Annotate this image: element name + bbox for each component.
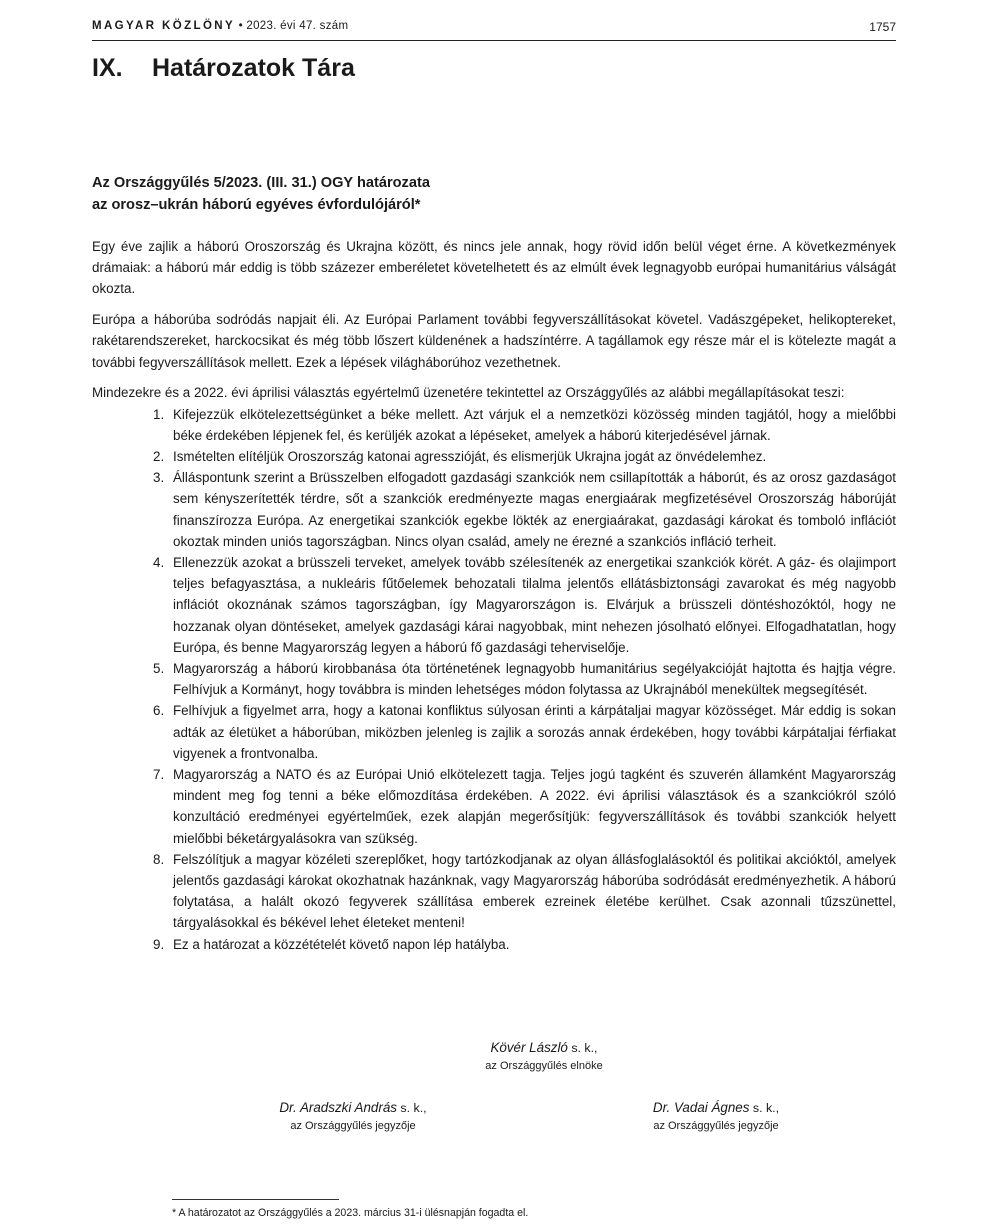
- signature-speaker: [394, 1040, 694, 1072]
- item-text: Álláspontunk szerint a Brüsszelben elfogadott gazdasági szankciók nem csillapították a háborút, és az orosz gazdaságot sem kényszerítették térdre, sőt a szankciók eredményezte magas energiaárak megfizetésével Oroszország háborúját finanszírozza Európa. Az energetikai szankciók egekbe lökték az energiaárakat, gazdasági károkat és tomboló inflációt okoztak minden uniós tagországban. Nincs olyan család, amely ne érezné a szankciós infláció terheit.: [173, 470, 896, 549]
- item-text: Felhívjuk a figyelmet arra, hogy a katonai konfliktus súlyosan érinti a kárpátaljai magyar közösséget. Már eddig is sokan adták az életüket a háborúban, miközben jelenleg is zajlik a sorozás annak érdekében, hogy további kárpátaljai férfiakat vigyenek a frontvonalba.: [173, 703, 896, 761]
- item-text: Ellenezzük azokat a brüsszeli terveket, amelyek tovább szélesítenék az energetikai szankciók körét. A gáz- és olajimport teljes befagyasztása, a nukleáris fűtőelemek behozatali tilalma jelentős ellátásbiztonsági zavarokat és még nagyobb inflációt okoznának számos tagországban, így Magyarországon is. Elvárjuk a brüsszeli döntéshozóktól, hogy ne hozzanak olyan döntéseket, amelyek gazdasági kárai nagyobbak, mint nehezen jósolható előnyei. Elfogadhatatlan, hogy Európa, és benne Magyarország legyen a háború fő gazdasági teherviselője.: [173, 555, 896, 655]
- signatory-role: az Országgyűlés jegyzője: [653, 1120, 779, 1132]
- item-number: 4.: [153, 555, 165, 571]
- list-item: [92, 700, 896, 764]
- section-title: Határozatok Tára: [152, 54, 355, 82]
- section-heading: [92, 54, 355, 83]
- signatory-role: az Országgyűlés elnöke: [485, 1060, 603, 1072]
- item-number: 3.: [153, 470, 165, 486]
- item-number: 2.: [153, 449, 165, 465]
- header-separator: •: [238, 20, 243, 32]
- item-text: Ez a határozat a közzétételét követő napon lép hatályba.: [173, 936, 510, 952]
- findings-list: [92, 404, 896, 955]
- signature-clerk-left: [203, 1100, 503, 1132]
- signatory-suffix: s. k.,: [571, 1041, 598, 1055]
- list-item: [92, 764, 896, 849]
- item-text: Ismételten elítéljük Oroszország katonai agresszióját, és elismerjük Ukrajna jogát az önvédelemhez.: [173, 449, 767, 465]
- list-item: [92, 849, 896, 934]
- paragraph: Egy éve zajlik a háború Oroszország és Ukrajna között, és nincs jele annak, hogy rövid időn belül véget érne. A következmények drámaiak: a háború már eddig is több százezer emberéletet követelhetett és az elmúlt évek legnagyobb európai humanitárius válságát okozta.: [92, 239, 896, 297]
- signatory-suffix: s. k.,: [752, 1101, 780, 1115]
- running-header: [92, 18, 896, 41]
- signatory-name: Dr. Aradszki András: [279, 1100, 397, 1115]
- resolution-body: [92, 236, 896, 955]
- signatory-role: az Országgyűlés jegyzője: [290, 1120, 416, 1132]
- item-number: 5.: [153, 661, 165, 677]
- footnote-divider: [172, 1199, 339, 1200]
- intro-paragraph: Mindezekre és a 2022. évi áprilisi választás egyértelmű üzenetére tekintettel az Országgyűlés az alábbi megállapításokat teszi:: [92, 385, 845, 401]
- list-item: [92, 467, 896, 552]
- item-number: 6.: [153, 703, 165, 719]
- paragraph: Európa a háborúba sodródás napjait éli. Az Európai Parlament további fegyverszállításokat követel. Vadászgépeket, helikoptereket, rakétarendszereket, harckocsikat és még több lőszert küldenének a hadszíntérre. A tagállamok egy része már el is kötelezte magát a további fegyverszállítások mellett. Ezek a lépések világháborúhoz vezethetnek.: [92, 312, 896, 370]
- item-text: Kifejezzük elkötelezettségünket a béke mellett. Azt várjuk el a nemzetközi közösség minden tagjától, hogy a mielőbbi béke érdekében lépjenek fel, és kerüljék azokat a lépéseket, amelyek a háború kiterjedésével járnak.: [173, 406, 896, 443]
- signatory-name: Dr. Vadai Ágnes: [652, 1100, 750, 1115]
- resolution-title-line-2: az orosz–ukrán háború egyéves évfordulójáról*: [92, 197, 421, 213]
- footnote: * A határozatot az Országgyűlés a 2023. március 31-i ülésnapján fogadta el.: [172, 1207, 529, 1219]
- item-text: Magyarország a háború kirobbanása óta történetének legnagyobb humanitárius segélyakcióját hajtotta és hajtja végre. Felhívjuk a Kormányt, hogy továbbra is minden lehetséges módon folytassa az Ukrajnából menekültek megsegítését.: [173, 661, 896, 698]
- list-item: [92, 404, 896, 446]
- journal-name: MAGYAR KÖZLÖNY: [92, 20, 236, 32]
- item-number: 7.: [153, 767, 165, 783]
- list-item: [92, 552, 896, 658]
- journal-info: [92, 20, 348, 32]
- list-item: [92, 934, 896, 955]
- signatory-name: Kövér László: [490, 1040, 568, 1055]
- issue-label: 2023. évi 47. szám: [246, 20, 349, 32]
- list-item: [92, 658, 896, 700]
- item-number: 9.: [153, 936, 165, 952]
- resolution-title-line-1: Az Országgyűlés 5/2023. (III. 31.) OGY határozata: [92, 175, 430, 191]
- page-number: 1757: [869, 20, 896, 34]
- resolution-title: [92, 172, 430, 216]
- item-text: Felszólítjuk a magyar közéleti szereplőket, hogy tartózkodjanak az olyan állásfoglalásoktól és politikai akcióktól, amelyek jelentős gazdasági károkat okozhatnak hazánknak, vagy Magyarország háborúba sodródását eredményezhetik. A háború folytatása, a halált okozó fegyverek szállítása emberek ezreinek életébe kerülhet. Csak azonnali tűzszünettel, tárgyalásokkal és békével lehet életeket menteni!: [173, 851, 896, 931]
- signatory-suffix: s. k.,: [400, 1101, 427, 1115]
- item-number: 8.: [153, 851, 165, 867]
- list-item: [92, 446, 896, 467]
- section-number: IX.: [92, 54, 123, 82]
- item-number: 1.: [153, 406, 165, 422]
- item-text: Magyarország a NATO és az Európai Unió elkötelezett tagja. Teljes jogú tagként és szuverén államként Magyarország mindent meg fog tenni a béke előmozdítása érdekében. A 2022. évi áprilisi választások és a szankciókról szóló konzultáció eredményei egyértelműek, ezek alapján megerősítjük: fegyverszállítások és további szankciók helyett mielőbbi béketárgyalásokra van szükség.: [173, 767, 896, 846]
- signature-clerk-right: [566, 1100, 866, 1132]
